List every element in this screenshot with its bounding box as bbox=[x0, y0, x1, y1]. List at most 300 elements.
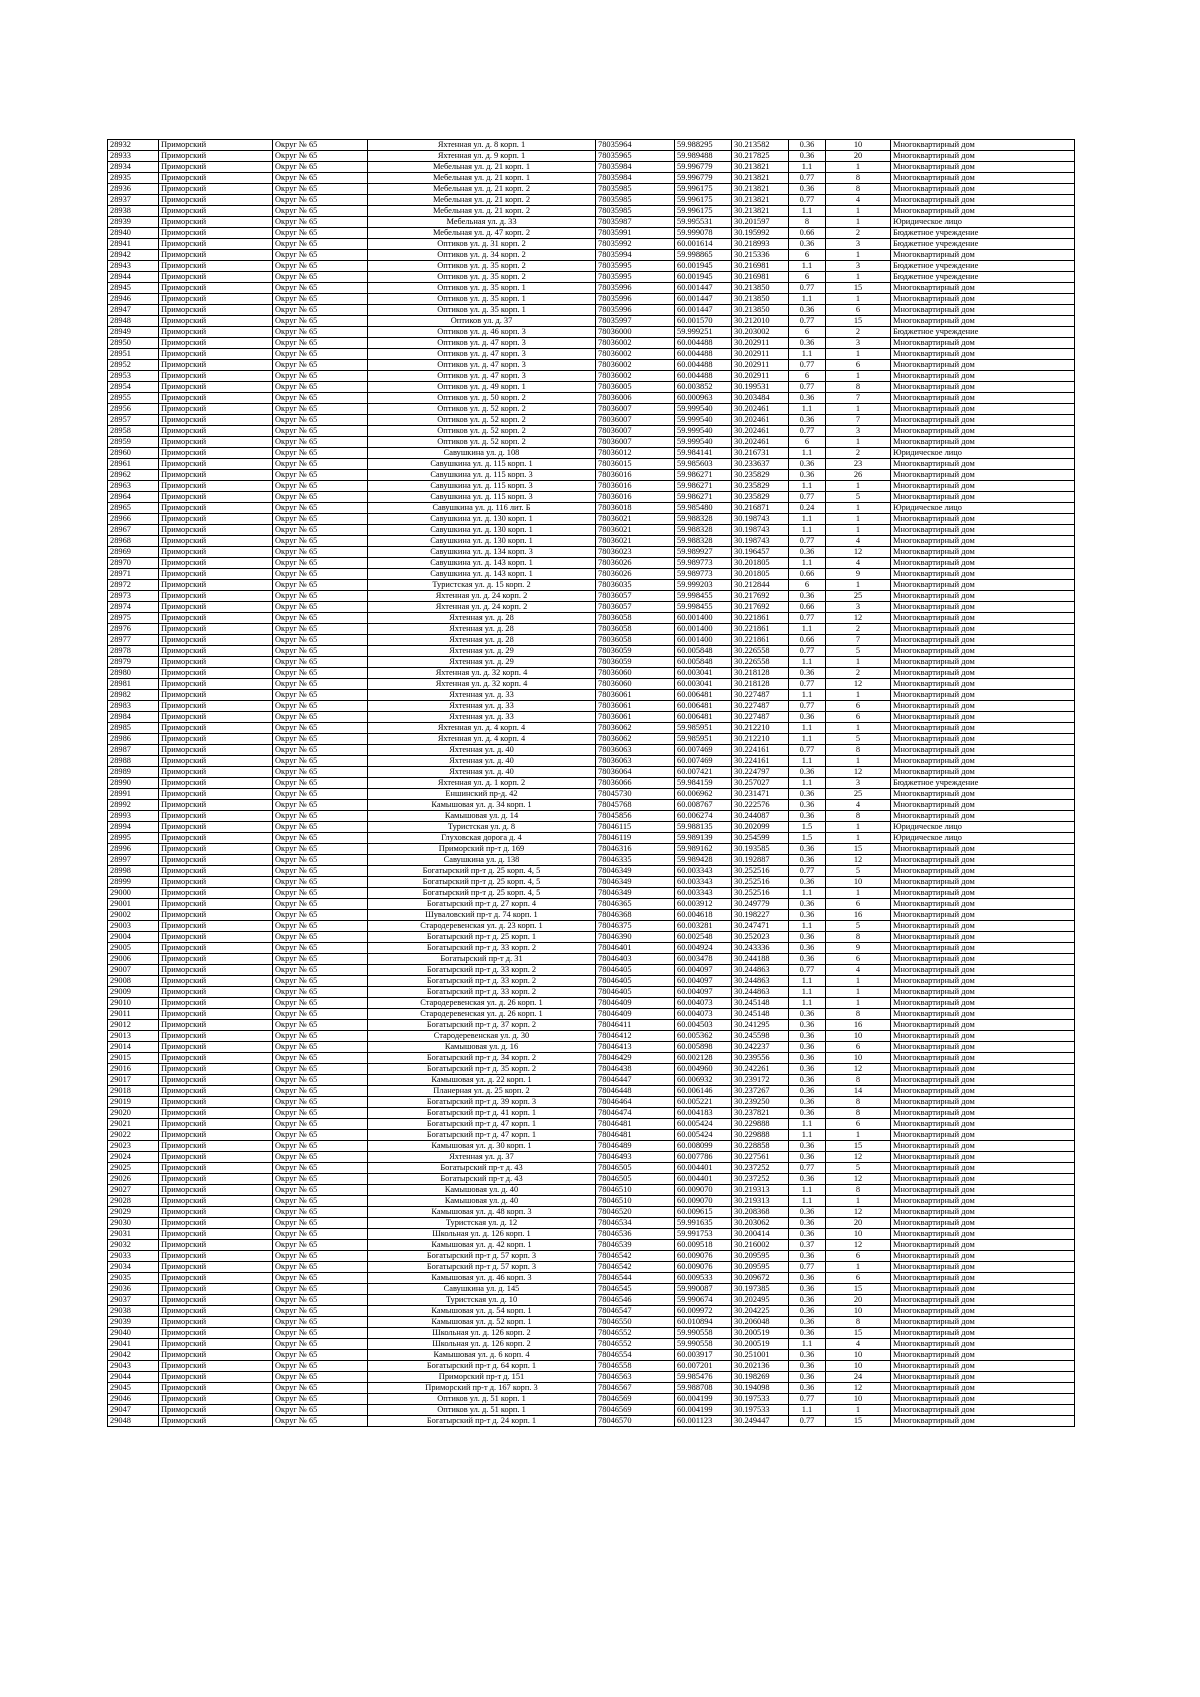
longitude-cell: 30.202911 bbox=[732, 360, 789, 371]
table-row bbox=[108, 470, 1075, 481]
value-b-cell: 10 bbox=[826, 1053, 891, 1064]
latitude-cell: 60.005424 bbox=[675, 1119, 732, 1130]
value-a-cell: 1.1 bbox=[789, 987, 826, 998]
address-cell: Оптиков ул. д. 35 корп. 2 bbox=[368, 272, 596, 283]
value-a-cell: 0.36 bbox=[789, 1086, 826, 1097]
longitude-cell: 30.201805 bbox=[732, 569, 789, 580]
row-number: 28969 bbox=[108, 547, 159, 558]
latitude-cell: 59.989927 bbox=[675, 547, 732, 558]
table-row bbox=[108, 316, 1075, 327]
district-cell: Приморский bbox=[159, 1141, 273, 1152]
table-row bbox=[108, 668, 1075, 679]
longitude-cell: 30.195992 bbox=[732, 228, 789, 239]
row-number: 28985 bbox=[108, 723, 159, 734]
address-cell: Оптиков ул. д. 31 корп. 2 bbox=[368, 239, 596, 250]
type-cell: Бюджетное учреждение bbox=[891, 239, 1075, 250]
code-cell: 78046547 bbox=[596, 1306, 675, 1317]
latitude-cell: 60.006146 bbox=[675, 1086, 732, 1097]
district-cell: Приморский bbox=[159, 316, 273, 327]
code-cell: 78036012 bbox=[596, 448, 675, 459]
value-a-cell: 1.1 bbox=[789, 206, 826, 217]
table-row bbox=[108, 998, 1075, 1009]
value-b-cell: 1 bbox=[826, 371, 891, 382]
latitude-cell: 59.998455 bbox=[675, 602, 732, 613]
latitude-cell: 60.003281 bbox=[675, 921, 732, 932]
type-cell: Многоквартирный дом bbox=[891, 294, 1075, 305]
latitude-cell: 60.005898 bbox=[675, 1042, 732, 1053]
value-a-cell: 0.77 bbox=[789, 492, 826, 503]
longitude-cell: 30.213821 bbox=[732, 195, 789, 206]
value-b-cell: 1 bbox=[826, 503, 891, 514]
latitude-cell: 59.989773 bbox=[675, 569, 732, 580]
district-cell: Приморский bbox=[159, 756, 273, 767]
okrug-cell: Округ № 65 bbox=[273, 591, 368, 602]
value-a-cell: 1.1 bbox=[789, 723, 826, 734]
district-cell: Приморский bbox=[159, 1361, 273, 1372]
type-cell: Многоквартирный дом bbox=[891, 1207, 1075, 1218]
table-row bbox=[108, 580, 1075, 591]
latitude-cell: 59.991635 bbox=[675, 1218, 732, 1229]
code-cell: 78035995 bbox=[596, 272, 675, 283]
district-cell: Приморский bbox=[159, 1196, 273, 1207]
value-a-cell: 0.36 bbox=[789, 1218, 826, 1229]
code-cell: 78046542 bbox=[596, 1251, 675, 1262]
type-cell: Многоквартирный дом bbox=[891, 943, 1075, 954]
table-row bbox=[108, 1372, 1075, 1383]
latitude-cell: 60.005424 bbox=[675, 1130, 732, 1141]
latitude-cell: 60.004960 bbox=[675, 1064, 732, 1075]
row-number: 28953 bbox=[108, 371, 159, 382]
okrug-cell: Округ № 65 bbox=[273, 327, 368, 338]
value-b-cell: 3 bbox=[826, 778, 891, 789]
type-cell: Многоквартирный дом bbox=[891, 613, 1075, 624]
row-number: 29032 bbox=[108, 1240, 159, 1251]
latitude-cell: 59.988328 bbox=[675, 525, 732, 536]
longitude-cell: 30.216981 bbox=[732, 261, 789, 272]
value-b-cell: 5 bbox=[826, 492, 891, 503]
table-row bbox=[108, 910, 1075, 921]
address-cell: Савушкина ул. д. 115 корп. 3 bbox=[368, 470, 596, 481]
value-a-cell: 1.1 bbox=[789, 1405, 826, 1416]
row-number: 28955 bbox=[108, 393, 159, 404]
longitude-cell: 30.209595 bbox=[732, 1262, 789, 1273]
type-cell: Многоквартирный дом bbox=[891, 1229, 1075, 1240]
address-cell: Богатырский пр-т д. 25 корп. 1 bbox=[368, 932, 596, 943]
okrug-cell: Округ № 65 bbox=[273, 1119, 368, 1130]
table-row bbox=[108, 1053, 1075, 1064]
latitude-cell: 60.004401 bbox=[675, 1174, 732, 1185]
latitude-cell: 60.006481 bbox=[675, 690, 732, 701]
row-number: 28964 bbox=[108, 492, 159, 503]
data-sheet bbox=[107, 139, 1074, 1427]
row-number: 28983 bbox=[108, 701, 159, 712]
longitude-cell: 30.217692 bbox=[732, 602, 789, 613]
longitude-cell: 30.202495 bbox=[732, 1295, 789, 1306]
value-a-cell: 0.36 bbox=[789, 459, 826, 470]
code-cell: 78046546 bbox=[596, 1295, 675, 1306]
latitude-cell: 60.008767 bbox=[675, 800, 732, 811]
value-b-cell: 1 bbox=[826, 217, 891, 228]
value-a-cell: 0.77 bbox=[789, 701, 826, 712]
code-cell: 78046401 bbox=[596, 943, 675, 954]
okrug-cell: Округ № 65 bbox=[273, 360, 368, 371]
district-cell: Приморский bbox=[159, 184, 273, 195]
district-cell: Приморский bbox=[159, 734, 273, 745]
row-number: 29025 bbox=[108, 1163, 159, 1174]
type-cell: Бюджетное учреждение bbox=[891, 327, 1075, 338]
row-number: 29011 bbox=[108, 1009, 159, 1020]
code-cell: 78036058 bbox=[596, 624, 675, 635]
value-b-cell: 8 bbox=[826, 811, 891, 822]
address-cell: Яхтенная ул. д. 33 bbox=[368, 712, 596, 723]
okrug-cell: Округ № 65 bbox=[273, 657, 368, 668]
district-cell: Приморский bbox=[159, 646, 273, 657]
okrug-cell: Округ № 65 bbox=[273, 998, 368, 1009]
row-number: 29017 bbox=[108, 1075, 159, 1086]
value-b-cell: 14 bbox=[826, 1086, 891, 1097]
row-number: 28989 bbox=[108, 767, 159, 778]
value-b-cell: 12 bbox=[826, 1240, 891, 1251]
longitude-cell: 30.252516 bbox=[732, 866, 789, 877]
value-b-cell: 4 bbox=[826, 800, 891, 811]
district-cell: Приморский bbox=[159, 855, 273, 866]
longitude-cell: 30.239172 bbox=[732, 1075, 789, 1086]
address-cell: Оптиков ул. д. 51 корп. 1 bbox=[368, 1394, 596, 1405]
longitude-cell: 30.244863 bbox=[732, 965, 789, 976]
code-cell: 78046316 bbox=[596, 844, 675, 855]
code-cell: 78036015 bbox=[596, 459, 675, 470]
longitude-cell: 30.213821 bbox=[732, 206, 789, 217]
row-number: 29038 bbox=[108, 1306, 159, 1317]
okrug-cell: Округ № 65 bbox=[273, 492, 368, 503]
district-cell: Приморский bbox=[159, 261, 273, 272]
longitude-cell: 30.227487 bbox=[732, 690, 789, 701]
value-b-cell: 12 bbox=[826, 1207, 891, 1218]
value-a-cell: 0.36 bbox=[789, 1383, 826, 1394]
row-number: 29018 bbox=[108, 1086, 159, 1097]
type-cell: Многоквартирный дом bbox=[891, 723, 1075, 734]
address-cell: Богатырский пр-т д. 57 корп. 3 bbox=[368, 1262, 596, 1273]
type-cell: Многоквартирный дом bbox=[891, 536, 1075, 547]
value-a-cell: 0.77 bbox=[789, 382, 826, 393]
okrug-cell: Округ № 65 bbox=[273, 1284, 368, 1295]
value-a-cell: 1.1 bbox=[789, 756, 826, 767]
row-number: 29024 bbox=[108, 1152, 159, 1163]
code-cell: 78046429 bbox=[596, 1053, 675, 1064]
okrug-cell: Округ № 65 bbox=[273, 426, 368, 437]
latitude-cell: 60.004199 bbox=[675, 1405, 732, 1416]
row-number: 28939 bbox=[108, 217, 159, 228]
row-number: 28982 bbox=[108, 690, 159, 701]
row-number: 29043 bbox=[108, 1361, 159, 1372]
value-b-cell: 1 bbox=[826, 987, 891, 998]
okrug-cell: Округ № 65 bbox=[273, 855, 368, 866]
address-cell: Богатырский пр-т д. 25 корп. 4, 5 bbox=[368, 877, 596, 888]
address-cell: Яхтенная ул. д. 32 корп. 4 bbox=[368, 668, 596, 679]
latitude-cell: 59.999540 bbox=[675, 426, 732, 437]
district-cell: Приморский bbox=[159, 1350, 273, 1361]
value-a-cell: 1.1 bbox=[789, 624, 826, 635]
row-number: 29014 bbox=[108, 1042, 159, 1053]
address-cell: Камышовая ул. д. 40 bbox=[368, 1185, 596, 1196]
address-cell: Еншинский пр-д. 42 bbox=[368, 789, 596, 800]
code-cell: 78036057 bbox=[596, 591, 675, 602]
longitude-cell: 30.237252 bbox=[732, 1174, 789, 1185]
longitude-cell: 30.196457 bbox=[732, 547, 789, 558]
row-number: 28986 bbox=[108, 734, 159, 745]
latitude-cell: 60.003852 bbox=[675, 382, 732, 393]
address-cell: Яхтенная ул. д. 32 корп. 4 bbox=[368, 679, 596, 690]
code-cell: 78036002 bbox=[596, 371, 675, 382]
row-number: 29003 bbox=[108, 921, 159, 932]
okrug-cell: Округ № 65 bbox=[273, 888, 368, 899]
latitude-cell: 60.004097 bbox=[675, 987, 732, 998]
latitude-cell: 60.005221 bbox=[675, 1097, 732, 1108]
row-number: 28999 bbox=[108, 877, 159, 888]
value-b-cell: 1 bbox=[826, 756, 891, 767]
address-cell: Савушкина ул. д. 115 корп. 1 bbox=[368, 459, 596, 470]
type-cell: Многоквартирный дом bbox=[891, 404, 1075, 415]
okrug-cell: Округ № 65 bbox=[273, 1097, 368, 1108]
okrug-cell: Округ № 65 bbox=[273, 1163, 368, 1174]
latitude-cell: 60.009533 bbox=[675, 1273, 732, 1284]
district-cell: Приморский bbox=[159, 558, 273, 569]
row-number: 28993 bbox=[108, 811, 159, 822]
address-cell: Яхтенная ул. д. 28 bbox=[368, 635, 596, 646]
table-row bbox=[108, 1262, 1075, 1273]
table-row bbox=[108, 1086, 1075, 1097]
code-cell: 78035964 bbox=[596, 140, 675, 151]
table-row bbox=[108, 184, 1075, 195]
latitude-cell: 60.001614 bbox=[675, 239, 732, 250]
value-b-cell: 15 bbox=[826, 1284, 891, 1295]
value-b-cell: 23 bbox=[826, 459, 891, 470]
okrug-cell: Округ № 65 bbox=[273, 1207, 368, 1218]
district-cell: Приморский bbox=[159, 1273, 273, 1284]
row-number: 28956 bbox=[108, 404, 159, 415]
address-cell: Мебельная ул. д. 33 bbox=[368, 217, 596, 228]
value-a-cell: 0.36 bbox=[789, 591, 826, 602]
type-cell: Многоквартирный дом bbox=[891, 1174, 1075, 1185]
type-cell: Многоквартирный дом bbox=[891, 426, 1075, 437]
longitude-cell: 30.213821 bbox=[732, 184, 789, 195]
value-a-cell: 1.1 bbox=[789, 294, 826, 305]
row-number: 28957 bbox=[108, 415, 159, 426]
district-cell: Приморский bbox=[159, 1174, 273, 1185]
address-cell: Оптиков ул. д. 47 корп. 3 bbox=[368, 360, 596, 371]
value-b-cell: 8 bbox=[826, 1009, 891, 1020]
address-cell: Мебельная ул. д. 47 корп. 2 bbox=[368, 228, 596, 239]
latitude-cell: 60.001945 bbox=[675, 272, 732, 283]
type-cell: Многоквартирный дом bbox=[891, 646, 1075, 657]
address-cell: Стародеревенская ул. д. 26 корп. 1 bbox=[368, 998, 596, 1009]
value-b-cell: 3 bbox=[826, 602, 891, 613]
table-row bbox=[108, 954, 1075, 965]
longitude-cell: 30.224161 bbox=[732, 745, 789, 756]
row-number: 29009 bbox=[108, 987, 159, 998]
district-cell: Приморский bbox=[159, 745, 273, 756]
value-b-cell: 1 bbox=[826, 206, 891, 217]
code-cell: 78036007 bbox=[596, 415, 675, 426]
code-cell: 78046405 bbox=[596, 987, 675, 998]
latitude-cell: 59.995531 bbox=[675, 217, 732, 228]
row-number: 29007 bbox=[108, 965, 159, 976]
type-cell: Многоквартирный дом bbox=[891, 1053, 1075, 1064]
longitude-cell: 30.245148 bbox=[732, 1009, 789, 1020]
value-b-cell: 1 bbox=[826, 657, 891, 668]
longitude-cell: 30.215336 bbox=[732, 250, 789, 261]
address-cell: Яхтенная ул. д. 29 bbox=[368, 657, 596, 668]
value-b-cell: 15 bbox=[826, 283, 891, 294]
okrug-cell: Округ № 65 bbox=[273, 481, 368, 492]
value-b-cell: 10 bbox=[826, 140, 891, 151]
latitude-cell: 60.004199 bbox=[675, 1394, 732, 1405]
okrug-cell: Округ № 65 bbox=[273, 745, 368, 756]
table-row bbox=[108, 1339, 1075, 1350]
value-b-cell: 8 bbox=[826, 1317, 891, 1328]
value-a-cell: 0.36 bbox=[789, 1141, 826, 1152]
code-cell: 78045768 bbox=[596, 800, 675, 811]
longitude-cell: 30.216002 bbox=[732, 1240, 789, 1251]
district-cell: Приморский bbox=[159, 272, 273, 283]
longitude-cell: 30.202461 bbox=[732, 415, 789, 426]
value-b-cell: 1 bbox=[826, 1405, 891, 1416]
table-row bbox=[108, 404, 1075, 415]
okrug-cell: Округ № 65 bbox=[273, 954, 368, 965]
value-b-cell: 2 bbox=[826, 668, 891, 679]
value-a-cell: 0.36 bbox=[789, 855, 826, 866]
longitude-cell: 30.235829 bbox=[732, 492, 789, 503]
table-row bbox=[108, 525, 1075, 536]
district-cell: Приморский bbox=[159, 305, 273, 316]
table-row bbox=[108, 800, 1075, 811]
district-cell: Приморский bbox=[159, 954, 273, 965]
okrug-cell: Округ № 65 bbox=[273, 899, 368, 910]
value-b-cell: 9 bbox=[826, 943, 891, 954]
longitude-cell: 30.213850 bbox=[732, 305, 789, 316]
value-b-cell: 6 bbox=[826, 1119, 891, 1130]
district-cell: Приморский bbox=[159, 1262, 273, 1273]
value-b-cell: 10 bbox=[826, 877, 891, 888]
latitude-cell: 60.009518 bbox=[675, 1240, 732, 1251]
value-b-cell: 1 bbox=[826, 833, 891, 844]
value-b-cell: 12 bbox=[826, 1152, 891, 1163]
latitude-cell: 59.985951 bbox=[675, 734, 732, 745]
row-number: 29006 bbox=[108, 954, 159, 965]
type-cell: Многоквартирный дом bbox=[891, 712, 1075, 723]
latitude-cell: 59.990087 bbox=[675, 1284, 732, 1295]
district-cell: Приморский bbox=[159, 690, 273, 701]
table-row bbox=[108, 1031, 1075, 1042]
value-b-cell: 7 bbox=[826, 393, 891, 404]
code-cell: 78046412 bbox=[596, 1031, 675, 1042]
longitude-cell: 30.213850 bbox=[732, 294, 789, 305]
type-cell: Многоквартирный дом bbox=[891, 899, 1075, 910]
table-row bbox=[108, 866, 1075, 877]
district-cell: Приморский bbox=[159, 250, 273, 261]
value-a-cell: 0.36 bbox=[789, 844, 826, 855]
code-cell: 78036062 bbox=[596, 723, 675, 734]
value-a-cell: 0.36 bbox=[789, 811, 826, 822]
row-number: 28979 bbox=[108, 657, 159, 668]
row-number: 28933 bbox=[108, 151, 159, 162]
row-number: 29002 bbox=[108, 910, 159, 921]
okrug-cell: Округ № 65 bbox=[273, 723, 368, 734]
district-cell: Приморский bbox=[159, 932, 273, 943]
row-number: 28952 bbox=[108, 360, 159, 371]
code-cell: 78035985 bbox=[596, 206, 675, 217]
longitude-cell: 30.200519 bbox=[732, 1328, 789, 1339]
value-a-cell: 0.36 bbox=[789, 1075, 826, 1086]
longitude-cell: 30.239556 bbox=[732, 1053, 789, 1064]
code-cell: 78046545 bbox=[596, 1284, 675, 1295]
latitude-cell: 59.999540 bbox=[675, 437, 732, 448]
latitude-cell: 60.003478 bbox=[675, 954, 732, 965]
latitude-cell: 60.009070 bbox=[675, 1196, 732, 1207]
longitude-cell: 30.244863 bbox=[732, 987, 789, 998]
district-cell: Приморский bbox=[159, 789, 273, 800]
code-cell: 78046409 bbox=[596, 998, 675, 1009]
table-row bbox=[108, 382, 1075, 393]
district-cell: Приморский bbox=[159, 1240, 273, 1251]
district-cell: Приморский bbox=[159, 624, 273, 635]
code-cell: 78046552 bbox=[596, 1339, 675, 1350]
type-cell: Многоквартирный дом bbox=[891, 1295, 1075, 1306]
okrug-cell: Округ № 65 bbox=[273, 569, 368, 580]
okrug-cell: Округ № 65 bbox=[273, 1361, 368, 1372]
row-number: 29048 bbox=[108, 1416, 159, 1427]
okrug-cell: Округ № 65 bbox=[273, 547, 368, 558]
type-cell: Бюджетное учреждение bbox=[891, 228, 1075, 239]
longitude-cell: 30.235829 bbox=[732, 470, 789, 481]
latitude-cell: 59.984141 bbox=[675, 448, 732, 459]
address-cell: Савушкина ул. д. 130 корп. 1 bbox=[368, 536, 596, 547]
table-row bbox=[108, 822, 1075, 833]
value-b-cell: 15 bbox=[826, 1416, 891, 1427]
type-cell: Многоквартирный дом bbox=[891, 140, 1075, 151]
value-b-cell: 12 bbox=[826, 1383, 891, 1394]
type-cell: Многоквартирный дом bbox=[891, 635, 1075, 646]
value-a-cell: 0.77 bbox=[789, 866, 826, 877]
longitude-cell: 30.239250 bbox=[732, 1097, 789, 1108]
okrug-cell: Округ № 65 bbox=[273, 162, 368, 173]
row-number: 28987 bbox=[108, 745, 159, 756]
table-row bbox=[108, 1097, 1075, 1108]
code-cell: 78036062 bbox=[596, 734, 675, 745]
value-b-cell: 12 bbox=[826, 767, 891, 778]
value-b-cell: 15 bbox=[826, 1328, 891, 1339]
row-number: 28962 bbox=[108, 470, 159, 481]
type-cell: Многоквартирный дом bbox=[891, 1350, 1075, 1361]
okrug-cell: Округ № 65 bbox=[273, 437, 368, 448]
latitude-cell: 60.007469 bbox=[675, 745, 732, 756]
latitude-cell: 59.996175 bbox=[675, 195, 732, 206]
district-cell: Приморский bbox=[159, 1306, 273, 1317]
latitude-cell: 60.006274 bbox=[675, 811, 732, 822]
code-cell: 78035984 bbox=[596, 162, 675, 173]
table-row bbox=[108, 1328, 1075, 1339]
value-a-cell: 6 bbox=[789, 371, 826, 382]
okrug-cell: Округ № 65 bbox=[273, 1317, 368, 1328]
type-cell: Многоквартирный дом bbox=[891, 1372, 1075, 1383]
value-b-cell: 1 bbox=[826, 349, 891, 360]
latitude-cell: 60.004503 bbox=[675, 1020, 732, 1031]
table-row bbox=[108, 657, 1075, 668]
value-a-cell: 0.36 bbox=[789, 415, 826, 426]
district-cell: Приморский bbox=[159, 547, 273, 558]
table-row bbox=[108, 767, 1075, 778]
district-cell: Приморский bbox=[159, 283, 273, 294]
